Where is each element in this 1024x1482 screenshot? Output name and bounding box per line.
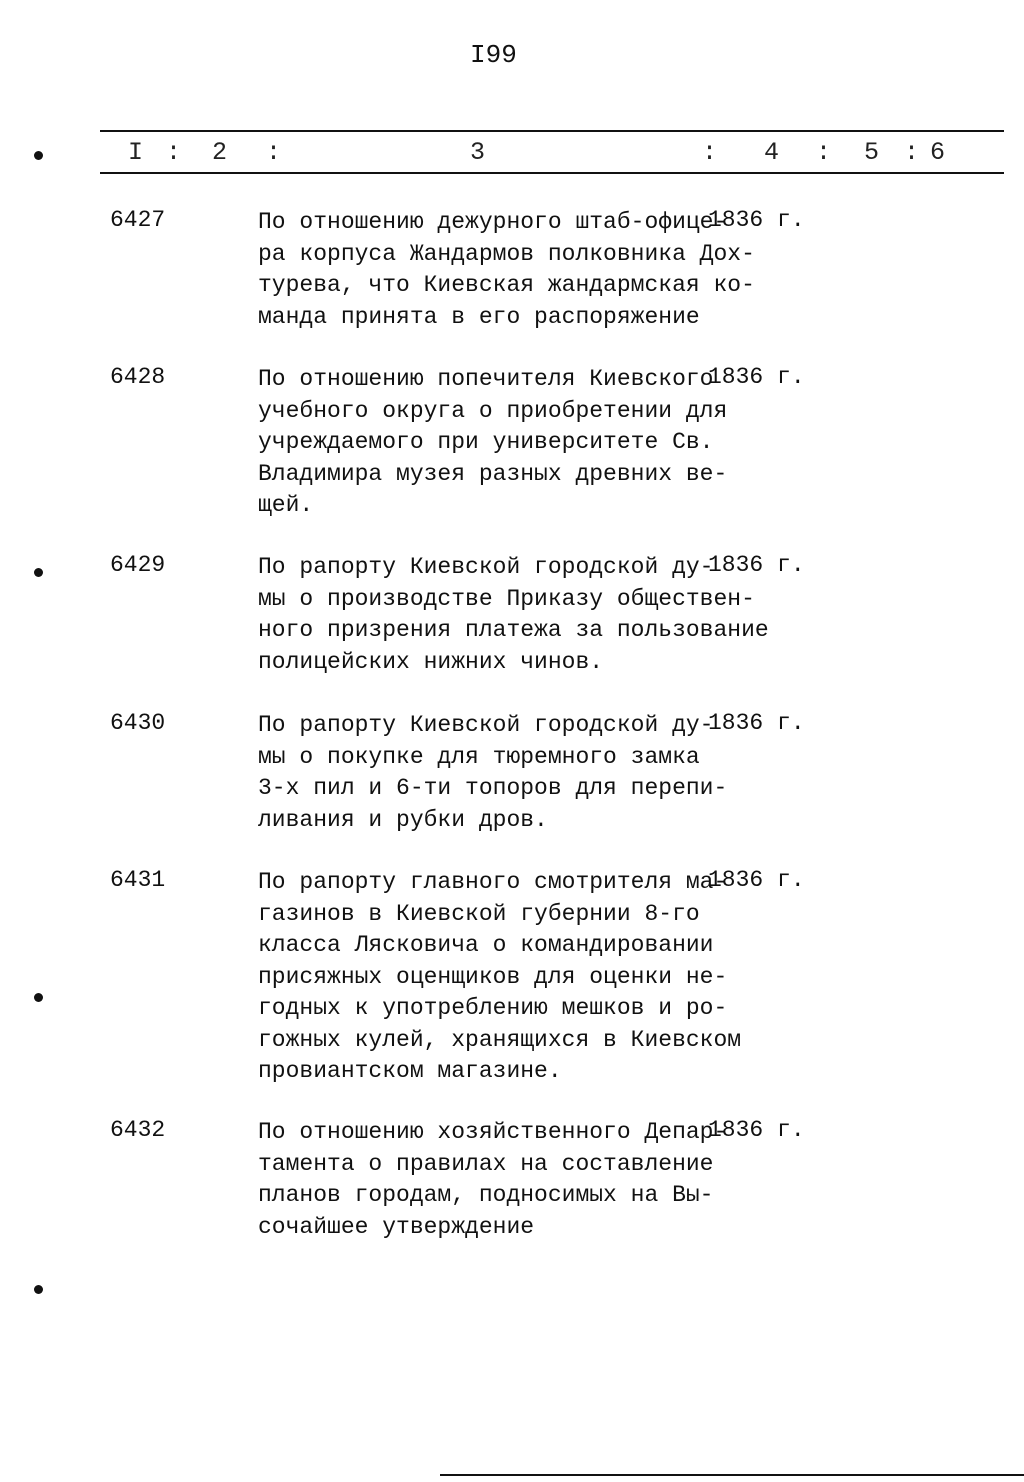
binding-hole-mark [34, 993, 43, 1002]
entry-year: 1836 г. [708, 552, 805, 578]
entry-year: 1836 г. [708, 1117, 805, 1143]
column-header-6: 6 [930, 138, 946, 167]
page-bottom-rule [440, 1474, 1024, 1476]
column-header-3: 3 [470, 138, 486, 167]
column-separator-4: : [816, 138, 832, 167]
column-separator-2: : [266, 138, 282, 167]
column-header-4: 4 [764, 138, 780, 167]
entry-number: 6430 [110, 710, 166, 736]
entry-description: По рапорту Киевской городской ду- мы о покупке для тюремного замка 3-х пил и 6-ти топоров для перепи- ливания и рубки дров. [258, 712, 728, 833]
column-header-1: I [128, 138, 144, 167]
entry-description: По рапорту Киевской городской ду- мы о производстве Приказу обществен- ного призрения платежа за пользование полицейских нижних чинов. [258, 554, 769, 675]
entry-number: 6429 [110, 552, 166, 578]
entry-year: 1836 г. [708, 710, 805, 736]
column-header-5: 5 [864, 138, 880, 167]
entry-description: По рапорту главного смотрителя ма- газинов в Киевской губернии 8-го класса Лясковича о командировании присяжных оценщиков для оценки не- годных к употреблению мешков и ро- гожных кулей, хранящихся в Киевском провиантском магазине. [258, 869, 742, 1084]
entry-description: По отношению дежурного штаб-офице- ра корпуса Жандармов полковника Дох- турева, что Киевская жандармская ко- манда принята в его распоряжение [258, 209, 755, 330]
column-header-2: 2 [212, 138, 228, 167]
entry-year: 1836 г. [708, 207, 805, 233]
column-separator-3: : [702, 138, 718, 167]
page-number: I99 [470, 40, 517, 70]
entry-year: 1836 г. [708, 867, 805, 893]
column-separator-1: : [166, 138, 182, 167]
column-separator-5: : [904, 138, 920, 167]
header-bottom-rule [100, 172, 1004, 174]
entry-number: 6427 [110, 207, 166, 233]
header-top-rule [100, 130, 1004, 132]
entry-number: 6428 [110, 364, 166, 390]
entry-number: 6431 [110, 867, 166, 893]
entry-description: По отношению хозяйственного Депар- тамента о правилах на составление планов городам, подносимых на Вы- сочайшее утверждение [258, 1119, 728, 1240]
entry-year: 1836 г. [708, 364, 805, 390]
binding-hole-mark [34, 151, 43, 160]
entry-number: 6432 [110, 1117, 166, 1143]
binding-hole-mark [34, 1285, 43, 1294]
entry-description: По отношению попечителя Киевского учебного округа о приобретении для учреждаемого при университете Св. Владимира музея разных древних ве- щей. [258, 366, 728, 518]
binding-hole-mark [34, 568, 43, 577]
